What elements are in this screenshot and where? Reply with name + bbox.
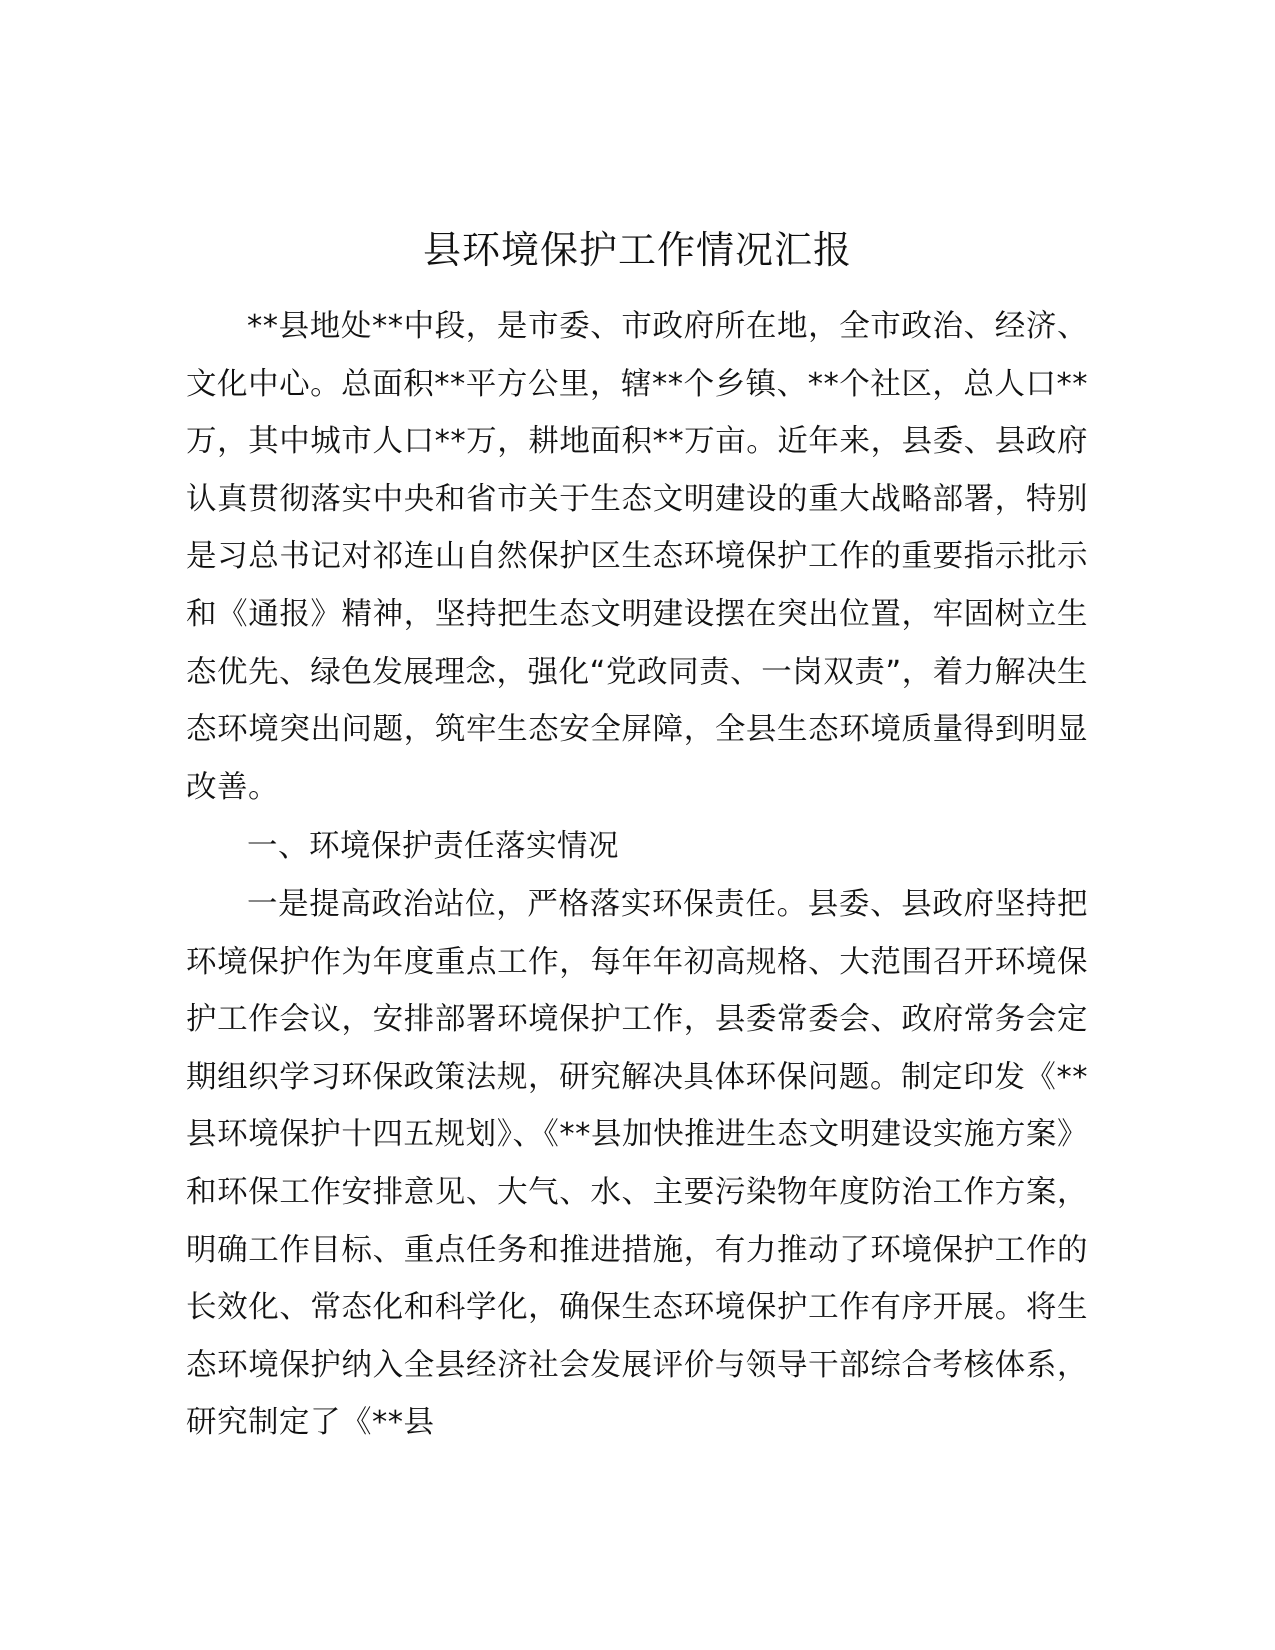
document-title: 县环境保护工作情况汇报	[422, 228, 852, 272]
section1-paragraph	[186, 876, 1088, 1452]
intro-paragraph	[186, 298, 1088, 816]
section-heading	[186, 818, 1088, 876]
intro-paragraph-text: **县地处**中段，是市委、市政府所在地，全市政治、经济、文化中心。总面积**平方公里，辖**个乡镇、**个社区，总人口**万，其中城市人口**万，耕地面积**万亩。近年来，县委、县政府认真贯彻落实中央和省市关于生态文明建设的重大战略部署，特别是习总书记对祁连山自然保护区生态环境保护工作的重要指示批示和《通报》精神，坚持把生态文明建设摆在突出位置，牢固树立生态优先、绿色发展理念，强化“党政同责、一岗双责”，着力解决生态环境突出问题，筑牢生态安全屏障，全县生态环境质量得到明显改善。	[186, 309, 1088, 805]
section1-paragraph-text: 一是提高政治站位，严格落实环保责任。县委、县政府坚持把环境保护作为年度重点工作，每年年初高规格、大范围召开环境保护工作会议，安排部署环境保护工作，县委常委会、政府常务会定期组织学习环保政策法规，研究解决具体环保问题。制定印发《**县环境保护十四五规划》、《**县加快推进生态文明建设实施方案》和环保工作安排意见、大气、水、主要污染物年度防治工作方案，明确工作目标、重点任务和推进措施，有力推动了环境保护工作的长效化、常态化和科学化，确保生态环境保护工作有序开展。将生态环境保护纳入全县经济社会发展评价与领导干部综合考核体系，研究制定了《**县	[186, 887, 1088, 1441]
section-heading-text: 一、环境保护责任落实情况	[247, 829, 619, 864]
